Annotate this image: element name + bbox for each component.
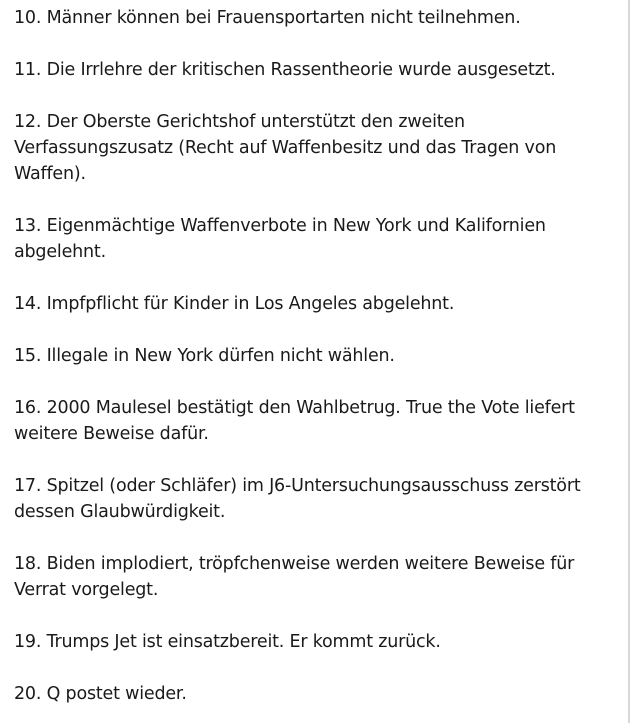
- list-item: 20. Q postet wieder.: [14, 684, 187, 704]
- list-item: 16. 2000 Maulesel bestätigt den Wahlbetrug. True the Vote liefert weitere Beweise dafür.: [14, 398, 575, 444]
- list-item: 15. Illegale in New York dürfen nicht wählen.: [14, 346, 395, 366]
- list-item: 10. Männer können bei Frauensportarten nicht teilnehmen.: [14, 8, 521, 28]
- list-item: 17. Spitzel (oder Schläfer) im J6-Untersuchungsausschuss zerstört dessen Glaubwürdigkeit.: [14, 476, 581, 522]
- numbered-statement-list: [14, 5, 614, 707]
- list-item: 13. Eigenmächtige Waffenverbote in New York und Kalifornien abgelehnt.: [14, 216, 546, 262]
- list-item: 19. Trumps Jet ist einsatzbereit. Er kommt zurück.: [14, 632, 441, 652]
- list-item: 12. Der Oberste Gerichtshof unterstützt den zweiten Verfassungszusatz (Recht auf Waffenbesitz und das Tragen von Waffen).: [14, 112, 557, 184]
- list-item: 14. Impfpflicht für Kinder in Los Angeles abgelehnt.: [14, 294, 455, 314]
- list-item: 18. Biden implodiert, tröpfchenweise werden weitere Beweise für Verrat vorgelegt.: [14, 554, 575, 600]
- list-item: 11. Die Irrlehre der kritischen Rassentheorie wurde ausgesetzt.: [14, 60, 556, 80]
